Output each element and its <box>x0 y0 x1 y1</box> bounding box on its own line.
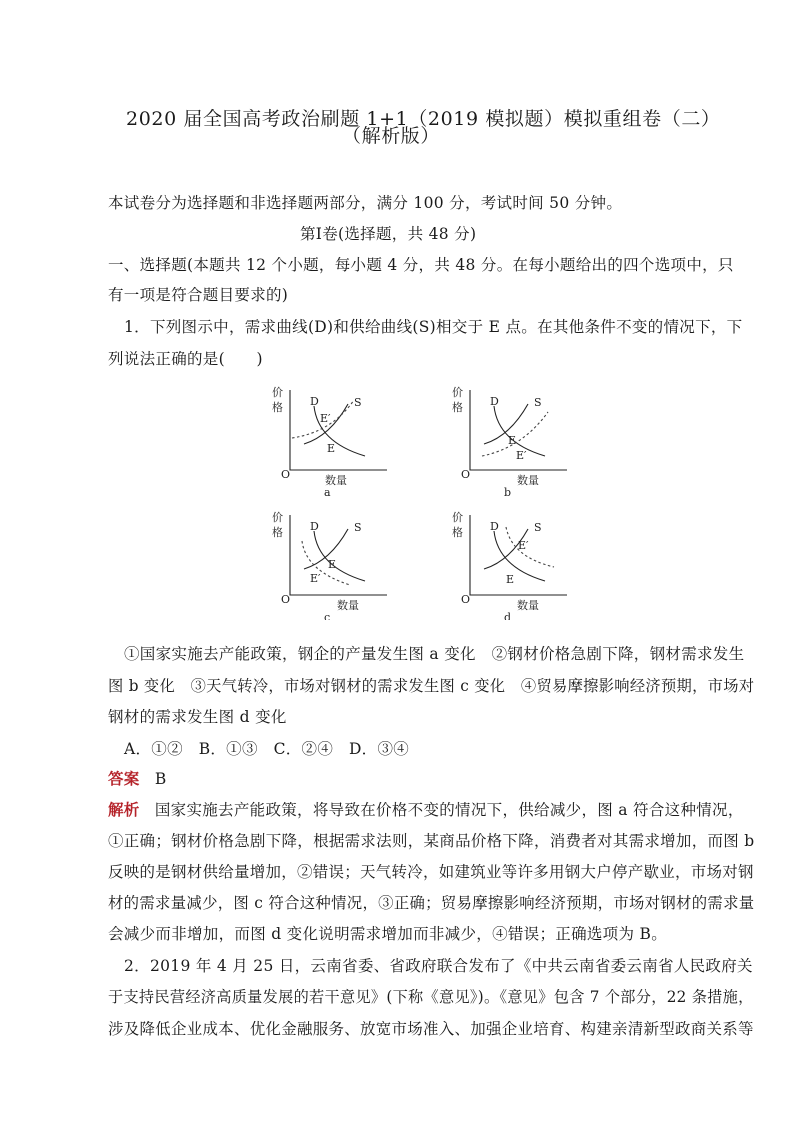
graph-c-y-label-2: 格 <box>272 526 283 539</box>
graph-d-y-label-1: 价 <box>452 511 463 524</box>
graph-d <box>452 511 567 620</box>
graph-d-y-label-2: 格 <box>452 526 463 539</box>
graph-a-caption: a <box>324 486 331 499</box>
graph-a-axes <box>290 390 387 470</box>
graph-b <box>452 386 567 499</box>
answer-value: B <box>154 770 167 788</box>
supply-demand-graphs <box>262 380 572 620</box>
exam-intro: 本试卷分为选择题和非选择题两部分，满分 100 分，考试时间 50 分钟。 <box>108 194 623 212</box>
graph-d-e-label: E <box>506 573 515 586</box>
q1-statements-line2: 图 b 变化 ③天气转冷，市场对钢材的需求发生图 c 变化 ④贸易摩擦影响经济预期，市场对 <box>108 677 755 695</box>
graph-c-supply-curve <box>304 529 348 569</box>
graph-c-e-label: E <box>328 558 337 571</box>
q1-analysis-line2: ①正确；钢材价格急剧下降，根据需求法则，某商品价格下降，消费者对其需求增加，而图 b <box>108 832 755 850</box>
graph-b-origin: O <box>461 468 471 481</box>
graph-a-y-label-1: 价 <box>272 386 283 399</box>
section1-instruction-line2: 有一项是符合题目要求的) <box>108 286 289 304</box>
answer-label: 答案 <box>108 769 140 788</box>
q1-analysis-line1 <box>108 798 744 820</box>
graph-c-e-prime-label: E′ <box>310 572 321 585</box>
graph-c-y-label-1: 价 <box>272 511 283 524</box>
graph-b-supply-label: S <box>534 396 542 409</box>
graph-d-e-prime-label: E′ <box>518 539 529 552</box>
q1-analysis-line3: 反映的是钢材供给量增加，②错误；天气转冷，如建筑业等许多用钢大户停产歇业，市场对钢 <box>108 863 754 881</box>
graph-b-caption: b <box>504 486 512 499</box>
graph-b-y-label-1: 价 <box>452 386 463 399</box>
graph-c-supply-label: S <box>354 521 362 534</box>
q1-stem-line2: 列说法正确的是( ) <box>108 350 263 368</box>
q1-analysis-line5: 会减少而非增加，而图 d 变化说明需求增加而非减少，④错误；正确选项为 B。 <box>108 925 667 943</box>
graph-b-demand-label: D <box>490 395 499 408</box>
q1-answer <box>108 767 167 789</box>
graph-d-demand-label: D <box>490 520 499 533</box>
graph-a-e-label: E <box>327 442 336 455</box>
supply-demand-figure <box>262 380 572 620</box>
graph-c-origin: O <box>281 593 291 606</box>
graph-a-x-label: 数量 <box>325 474 347 487</box>
graph-d-axes <box>470 515 567 595</box>
section1-instruction-line1: 一、选择题(本题共 12 个小题，每小题 4 分，共 48 分。在每小题给出的四个选项中，只 <box>108 256 734 274</box>
graph-c-demand-label: D <box>310 520 319 533</box>
q1-options: A．①② B．①③ C．②④ D．③④ <box>124 740 410 758</box>
graph-b-e-prime-label: E′ <box>516 449 527 462</box>
graph-a-supply-label: S <box>354 396 362 409</box>
q1-statements-line1: ①国家实施去产能政策，钢企的产量发生图 a 变化 ②钢材价格急剧下降，钢材需求发生 <box>124 645 745 663</box>
graph-c-x-label: 数量 <box>337 599 359 612</box>
document-title-line2: （解析版） <box>342 125 441 147</box>
graph-b-y-label-2: 格 <box>452 401 463 414</box>
q2-line3: 涉及降低企业成本、优化金融服务、放宽市场准入、加强企业培育、构建亲清新型政商关系等 <box>108 1020 754 1038</box>
graph-a-y-label-2: 格 <box>272 401 283 414</box>
graph-b-e-label: E <box>508 434 517 447</box>
graph-b-x-label: 数量 <box>517 474 539 487</box>
q1-analysis-line4: 材的需求量减少，图 c 符合这种情况，③正确；贸易摩擦影响经济预期，市场对钢材的需求量 <box>108 894 755 912</box>
q2-line2: 于支持民营经济高质量发展的若干意见》(下称《意见》)。《意见》包含 7 个部分，22 条措施， <box>108 988 754 1006</box>
graph-a-origin: O <box>281 468 291 481</box>
part1-heading: 第Ⅰ卷(选择题，共 48 分) <box>300 225 477 243</box>
graph-b-supply-curve <box>484 404 528 444</box>
analysis-text-1: 国家实施去产能政策，将导致在价格不变的情况下，供给减少，图 a 符合这种情况， <box>154 801 744 819</box>
graph-a-e-prime-label: E′ <box>320 412 331 425</box>
q1-stem-line1: 1．下列图示中，需求曲线(D)和供给曲线(S)相交于 E 点。在其他条件不变的情况下，下 <box>124 318 743 336</box>
graph-c <box>272 511 387 620</box>
graph-d-origin: O <box>461 593 471 606</box>
graph-c-caption: c <box>324 611 331 620</box>
q1-statements-line3: 钢材的需求发生图 d 变化 <box>108 708 287 726</box>
graph-d-supply-label: S <box>534 521 542 534</box>
analysis-label: 解析 <box>108 800 140 819</box>
document-title-line1: 2020 届全国高考政治刷题 1+1（2019 模拟题）模拟重组卷（二） <box>126 108 721 130</box>
graph-c-axes <box>290 515 387 595</box>
graph-a <box>272 386 387 499</box>
graph-c-demand-curve <box>314 531 365 581</box>
graph-d-shifted-curve <box>506 527 554 567</box>
q2-line1: 2．2019 年 4 月 25 日，云南省委、省政府联合发布了《中共云南省委云南省人民政府关 <box>124 957 753 975</box>
graph-a-demand-label: D <box>310 395 319 408</box>
graph-d-x-label: 数量 <box>517 599 539 612</box>
graph-d-caption: d <box>504 611 512 620</box>
